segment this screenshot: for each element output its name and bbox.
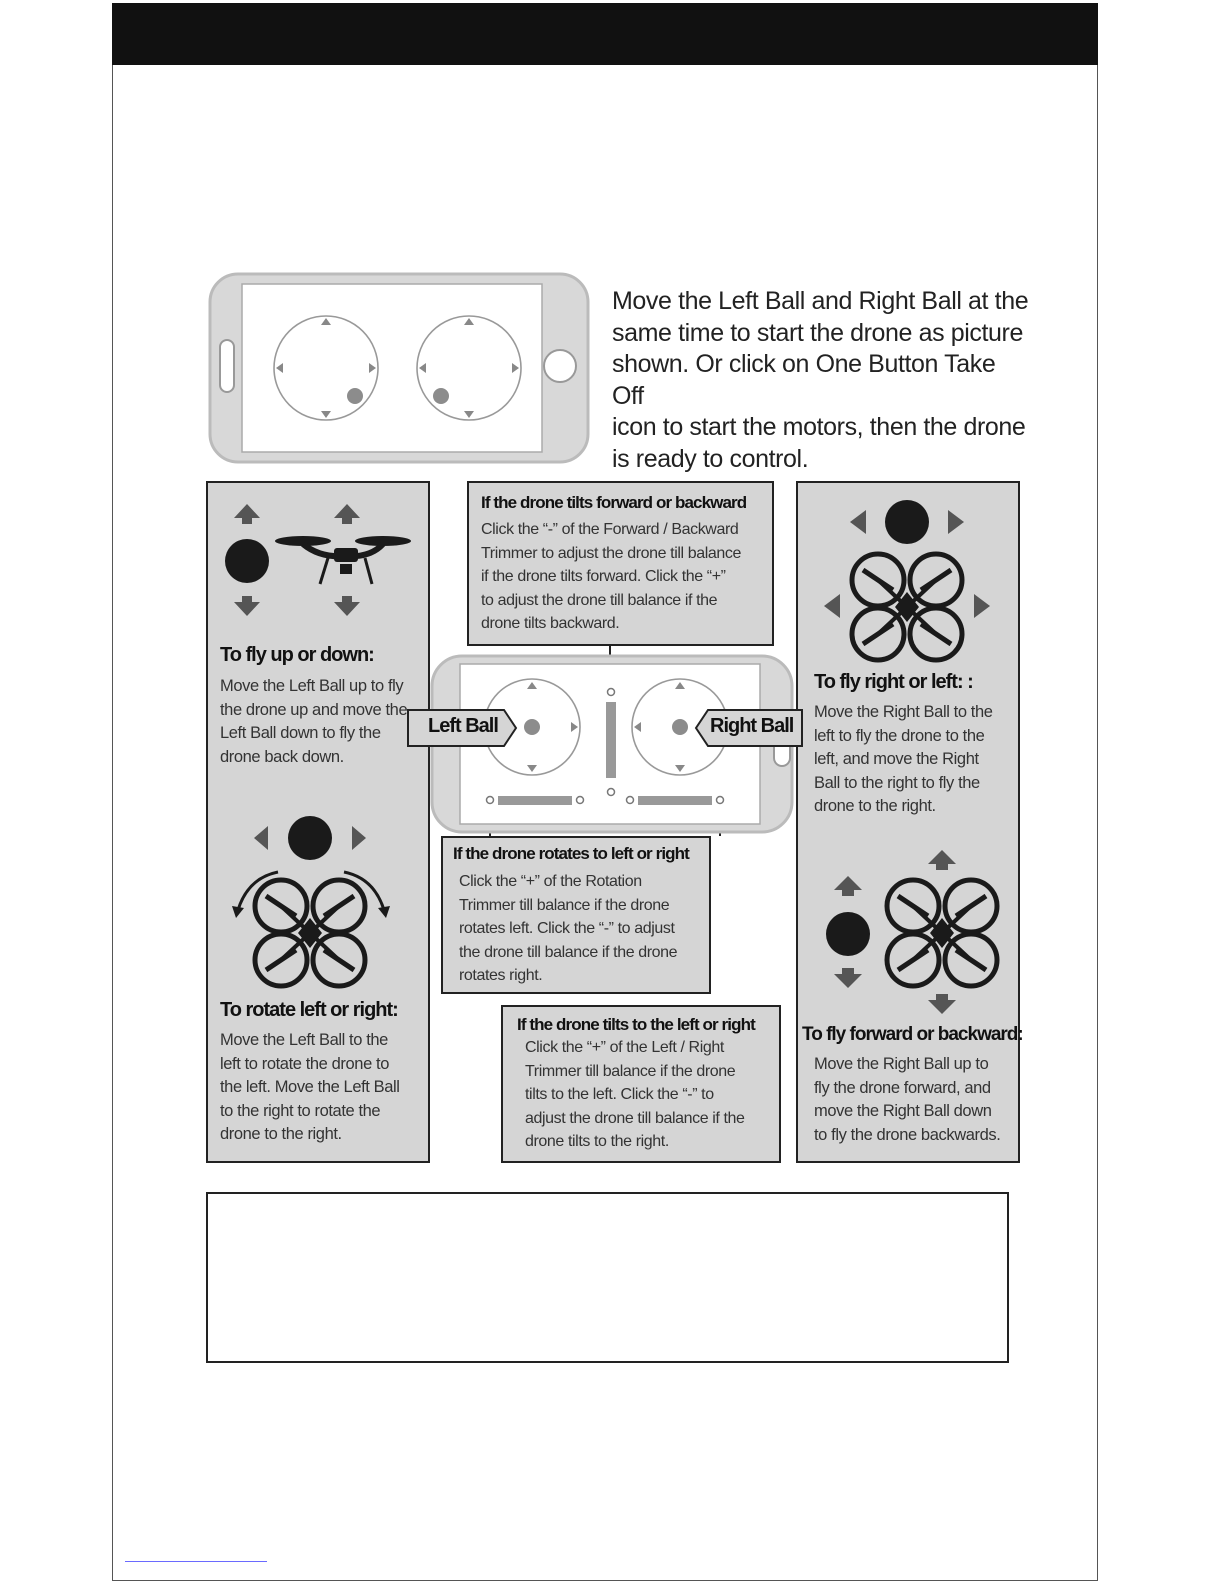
text-line: Trimmer to adjust the drone till balance xyxy=(481,544,741,562)
text-line: drone tilts backward. xyxy=(481,615,620,632)
callout-heading: If the drone tilts forward or backward xyxy=(481,493,747,512)
right-left-text xyxy=(814,701,1014,819)
intro-line: same time to start the drone as picture xyxy=(612,318,1023,347)
text-line: drone tilts to the right. xyxy=(525,1133,669,1150)
text-line: the drone till balance if the drone xyxy=(459,943,678,961)
text-line: to adjust the drone till balance if the xyxy=(481,591,718,609)
text-line: fly the drone forward, and xyxy=(814,1078,991,1097)
callout-text xyxy=(481,518,771,636)
text-line: tilts to the left. Click the “-” to xyxy=(525,1086,714,1103)
text-line: rotates right. xyxy=(459,967,543,984)
rotate-heading: To rotate left or right: xyxy=(220,999,398,1021)
text-line: left to rotate the drone to xyxy=(220,1054,389,1073)
text-line: Move the Left Ball to the xyxy=(220,1031,388,1049)
callout-heading: If the drone rotates to left or right xyxy=(453,844,689,863)
text-line: left, and move the Right xyxy=(814,750,979,768)
text-line: Move the Right Ball up to xyxy=(814,1055,989,1073)
left-ball-label: Left Ball xyxy=(428,715,498,737)
text-line: Trimmer till balance if the drone xyxy=(459,896,670,914)
tilt-left-right-callout xyxy=(501,1005,781,1163)
up-down-heading: To fly up or down: xyxy=(220,644,374,666)
up-down-illustration xyxy=(220,500,420,620)
rotate-illustration xyxy=(226,812,396,992)
phone-start-illustration xyxy=(208,272,590,464)
text-line: adjust the drone till balance if the xyxy=(525,1109,745,1127)
text-line: drone to the right. xyxy=(220,1125,342,1143)
text-line: Click the “+” of the Left / Right xyxy=(525,1039,724,1056)
right-left-illustration xyxy=(822,498,994,664)
text-line: the left. Move the Left Ball xyxy=(220,1078,400,1096)
intro-line: Move the Left Ball and Right Ball at the xyxy=(612,287,1029,315)
intro-text xyxy=(612,286,1032,475)
text-line: Ball to the right to fly the xyxy=(814,773,980,792)
forward-backward-heading: To fly forward or backward: xyxy=(802,1024,1023,1045)
forward-backward-illustration xyxy=(822,848,1002,1018)
text-line: Click the “-” of the Forward / Backward xyxy=(481,521,739,538)
footer-rule xyxy=(125,1561,267,1562)
text-line: drone to the right. xyxy=(814,797,936,815)
text-line: Move the Left Ball up to fly xyxy=(220,677,404,695)
header-bar xyxy=(112,3,1098,65)
text-line: left to fly the drone to the xyxy=(814,726,985,745)
forward-backward-text xyxy=(814,1053,1014,1147)
tilt-forward-backward-callout xyxy=(467,481,774,646)
rotate-text xyxy=(220,1029,420,1147)
intro-line: is ready to control. xyxy=(612,444,809,473)
text-line: to fly the drone backwards. xyxy=(814,1125,1001,1144)
text-line: Click the “+” of the Rotation xyxy=(459,873,642,890)
text-line: Left Ball down to fly the xyxy=(220,724,381,742)
callout-heading: If the drone tilts to the left or right xyxy=(517,1015,755,1034)
text-line: drone back down. xyxy=(220,747,344,766)
rotation-trim-callout xyxy=(441,836,711,994)
text-line: rotates left. Click the “-” to adjust xyxy=(459,920,675,937)
text-line: Move the Right Ball to the xyxy=(814,703,993,721)
text-line: Trimmer till balance if the drone xyxy=(525,1062,736,1080)
callout-text xyxy=(525,1036,779,1154)
intro-line: icon to start the motors, then the drone xyxy=(612,413,1026,441)
text-line: the drone up and move the xyxy=(220,700,408,719)
text-line: to the right to rotate the xyxy=(220,1101,381,1120)
note-box xyxy=(206,1192,1009,1363)
right-ball-label: Right Ball xyxy=(710,715,794,737)
intro-line: shown. Or click on One Button Take Off xyxy=(612,350,996,410)
up-down-text xyxy=(220,675,420,769)
text-line: move the Right Ball down xyxy=(814,1102,992,1120)
right-left-heading: To fly right or left: : xyxy=(814,671,973,693)
text-line: if the drone tilts forward. Click the “+” xyxy=(481,568,726,585)
callout-text xyxy=(459,870,709,988)
